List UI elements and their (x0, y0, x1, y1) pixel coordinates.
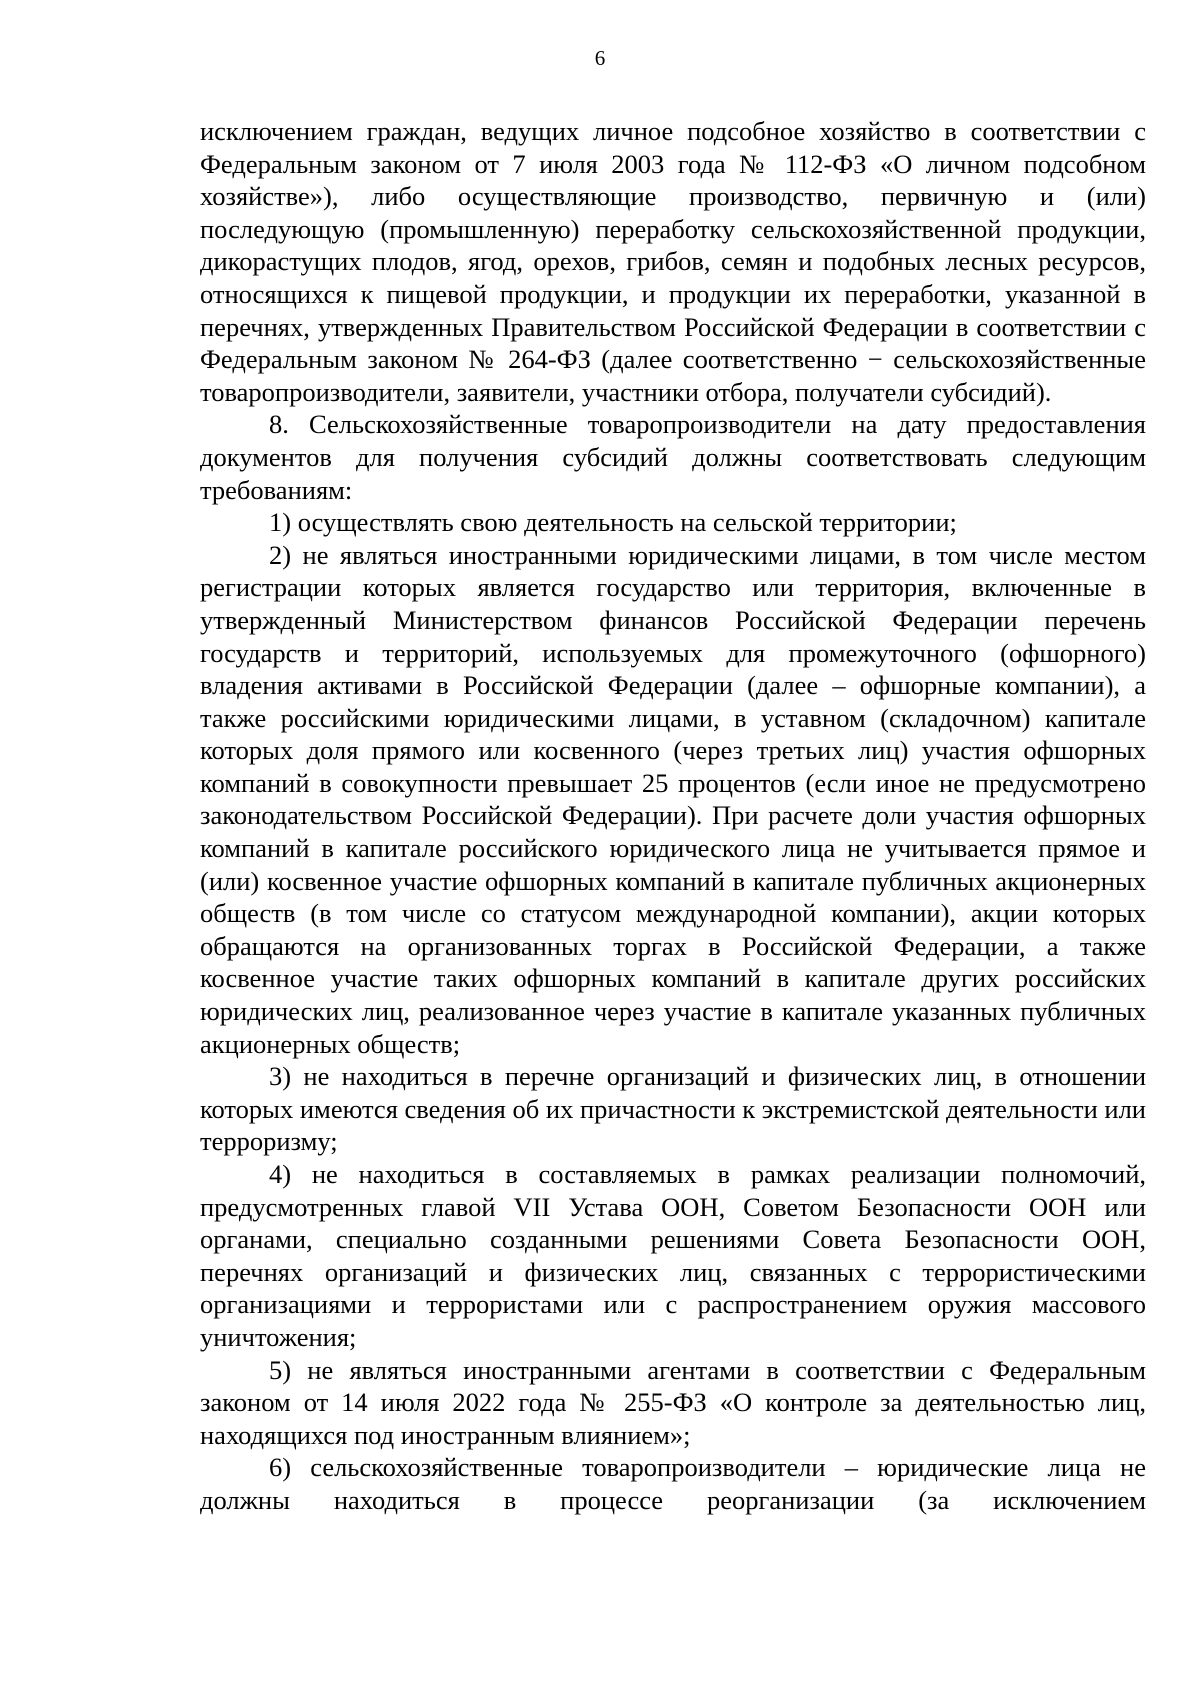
paragraph-subitem-4: 4) не находиться в составляемых в рамках реализации полномочий, предусмотренных главой VII Устава ООН, Советом Безопасности ООН или органами, специально созданными решениями Совета Безопасности ООН, перечнях организаций и физических лиц, связанных с террористическими организациями и террористами или с распространением оружия массового уничтожения; (200, 1159, 1146, 1352)
paragraph-item-8: 8. Сельскохозяйственные товаропроизводители на дату предоставления документов для получения субсидий должны соответствовать следующим требованиям: (200, 409, 1146, 505)
paragraph-continuation: исключением граждан, ведущих личное подсобное хозяйство в соответствии с Федеральным законом от 7 июля 2003 года № 112-ФЗ «О личном подсобном хозяйстве»), либо осуществляющие производство, первичную и (или) последующую (промышленную) переработку сельскохозяйственной продукции, дикорастущих плодов, ягод, орехов, грибов, семян и подобных лесных ресурсов, относящихся к пищевой продукции, и продукции их переработки, указанной в перечнях, утвержденных Правительством Российской Федерации в соответствии с Федеральным законом № 264-ФЗ (далее соответственно − сельскохозяйственные товаропроизводители, заявители, участники отбора, получатели субсидий). (200, 116, 1146, 407)
paragraph-subitem-2: 2) не являться иностранными юридическими лицами, в том числе местом регистрации которых является государство или территория, включенные в утвержденный Министерством финансов Российской Федерации перечень государств и территорий, используемых для промежуточного (офшорного) владения активами в Российской Федерации (далее – офшорные компании), а также российскими юридическими лицами, в уставном (складочном) капитале которых доля прямого или косвенного (через третьих лиц) участия офшорных компаний в совокупности превышает 25 процентов (если иное не предусмотрено законодательством Российской Федерации). При расчете доли участия офшорных компаний в капитале российского юридического лица не учитывается прямое и (или) косвенное участие офшорных компаний в капитале публичных акционерных обществ (в том числе со статусом международной компании), акции которых обращаются на организованных торгах в Российской Федерации, а также косвенное участие таких офшорных компаний в капитале других российских юридических лиц, реализованное через участие в капитале указанных публичных акционерных обществ; (200, 539, 1146, 1059)
document-body (200, 115, 1146, 1517)
paragraph-subitem-5: 5) не являться иностранными агентами в соответствии с Федеральным законом от 14 июля 2022 года № 255-ФЗ «О контроле за деятельностью лиц, находящихся под иностранным влиянием»; (200, 1354, 1146, 1450)
paragraph-subitem-1: 1) осуществлять свою деятельность на сельской территории; (269, 507, 957, 538)
page-number: 6 (594, 46, 606, 70)
paragraph-subitem-3: 3) не находиться в перечне организаций и физических лиц, в отношении которых имеются сведения об их причастности к экстремистской деятельности или терроризму; (200, 1061, 1146, 1157)
paragraph-subitem-6: 6) сельскохозяйственные товаропроизводители – юридические лица не должны находиться в процессе реорганизации (за исключением (200, 1452, 1146, 1515)
